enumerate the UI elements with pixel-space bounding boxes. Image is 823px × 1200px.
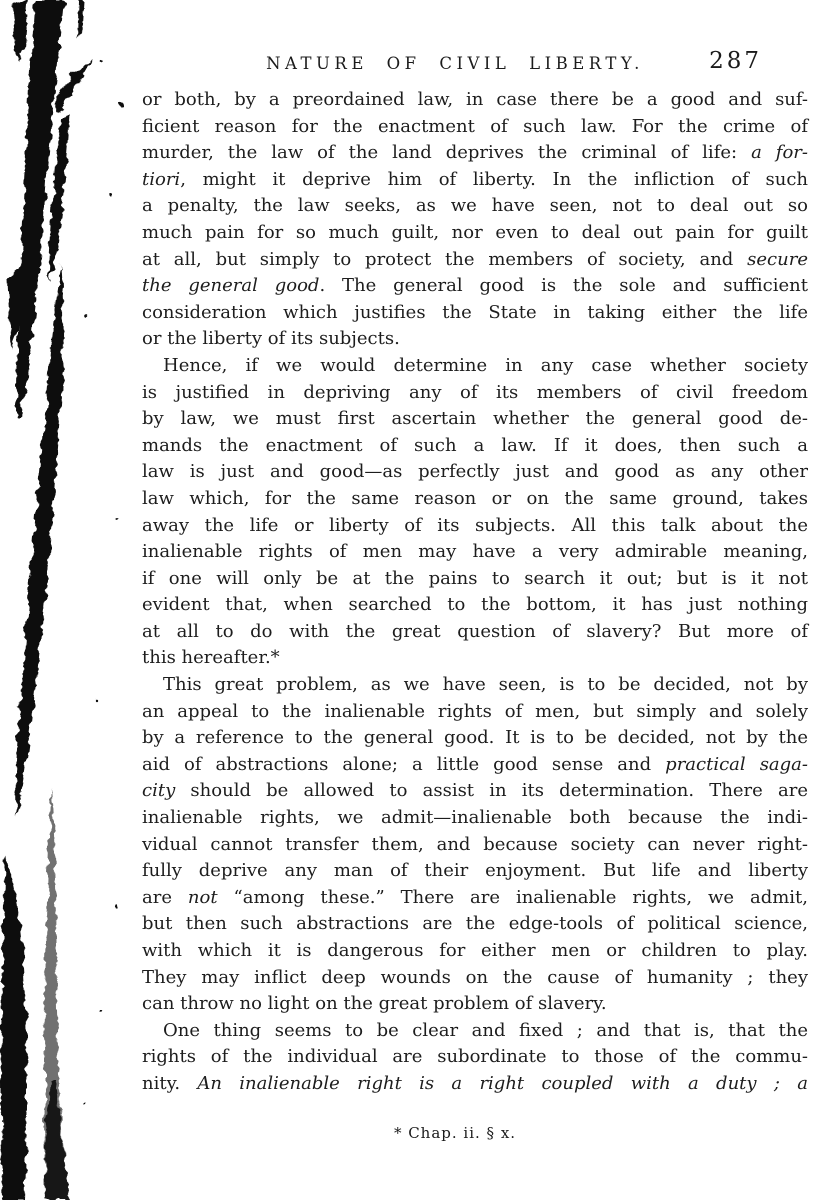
text-line: Hence, if we would determine in any case whether society [163, 354, 808, 376]
page-header [142, 48, 808, 80]
text-line: inalienable rights of men may have a very admirable meaning, [142, 541, 808, 563]
text-line: consideration which justifies the State in taking either the life [142, 301, 808, 323]
text-line: inalienable rights, we admit—inalienable both because the indi- [142, 807, 808, 829]
text-line: tiori, might it deprive him of liberty. In the infliction of such [142, 168, 808, 190]
ink-smudge [46, 1080, 70, 1200]
text-line: or both, by a preordained law, in case there be a good and suf- [142, 89, 808, 110]
ink-speck [86, 316, 90, 320]
text-line: vidual cannot transfer them, and because society can never right- [142, 833, 808, 855]
text-line: are not “among these.” There are inalienable rights, we admit, [142, 886, 808, 908]
text-line: if one will only be at the pains to search it out; but is it not [142, 567, 808, 589]
text-line: is justified in depriving any of its members of civil freedom [142, 381, 808, 403]
text-line: an appeal to the inalienable rights of men, but simply and solely [142, 700, 808, 722]
text-line: They may inflict deep wounds on the cause of humanity ; they [142, 966, 808, 988]
ink-smudge [56, 58, 92, 112]
ink-smudge [48, 114, 70, 280]
ink-speck [99, 59, 102, 62]
ink-speck [111, 195, 114, 198]
text-line: at all to do with the great question of slavery? But more of [142, 620, 808, 642]
text-line: rights of the individual are subordinate to those of the commu- [142, 1046, 808, 1068]
running-head-title: NATURE OF CIVIL LIBERTY. [266, 54, 644, 73]
ink-smudge [16, 266, 64, 818]
text-line: aid of abstractions alone; a little good sense and practical saga- [142, 753, 808, 775]
ink-speck [85, 1104, 88, 1107]
text-line: city should be allowed to assist in its determination. There are [142, 780, 808, 802]
text-line: this hereafter.* [142, 647, 280, 669]
ink-speck [121, 104, 125, 108]
ink-speck [117, 519, 120, 522]
ink-smudge [8, 268, 24, 348]
page-number: 287 [709, 48, 762, 74]
text-line: One thing seems to be clear and fixed ; and that is, that the [163, 1019, 808, 1041]
ink-smudge [77, 0, 83, 39]
ink-speck [95, 699, 97, 701]
text-line: ficient reason for the enactment of such law. For the crime of [142, 115, 808, 137]
text-line: fully deprive any man of their enjoyment. But life and liberty [142, 860, 808, 882]
text-line: a penalty, the law seeks, as we have seen, not to deal out so [142, 195, 808, 217]
text-line: with which it is dangerous for either men or children to play. [142, 940, 808, 961]
ink-smudge-group [1, 0, 125, 1200]
text-line: but then such abstractions are the edge-tools of political science, [142, 913, 808, 935]
text-line: murder, the law of the land deprives the criminal of life: a for- [142, 142, 808, 164]
text-line: This great problem, as we have seen, is to be decided, not by [163, 674, 808, 696]
text-line: away the life or liberty of its subjects. All this talk about the [142, 514, 808, 536]
text-line: by a reference to the general good. It is to be decided, not by the [142, 727, 808, 749]
ink-speck [114, 904, 117, 907]
ink-smudge [12, 0, 28, 60]
text-line: the general good. The general good is the sole and sufficient [142, 275, 808, 297]
text-line: nity. An inalienable right is a right coupled with a duty ; a [142, 1072, 808, 1094]
text-line: or the liberty of its subjects. [142, 328, 400, 350]
text-line: evident that, when searched to the bottom, it has just nothing [142, 594, 808, 616]
text-line: law which, for the same reason or on the same ground, takes [142, 487, 808, 509]
ink-smudge [1, 856, 26, 1200]
text-line: by law, we must first ascertain whether the general good de- [142, 408, 808, 430]
footnote: * Chap. ii. § x. [393, 1124, 517, 1142]
text-line: can throw no light on the great problem of slavery. [142, 993, 607, 1015]
ink-smudge [16, 0, 64, 418]
text-line: at all, but simply to protect the members of society, and secure [142, 248, 808, 270]
page-body [142, 87, 808, 1098]
ink-smudge [44, 788, 70, 1200]
text-line: much pain for so much guilt, nor even to deal out pain for guilt [142, 221, 808, 243]
text-line: mands the enactment of such a law. If it does, then such a [142, 434, 808, 456]
ink-speck [101, 1011, 104, 1014]
text-line: law is just and good—as perfectly just and good as any other [142, 461, 808, 483]
